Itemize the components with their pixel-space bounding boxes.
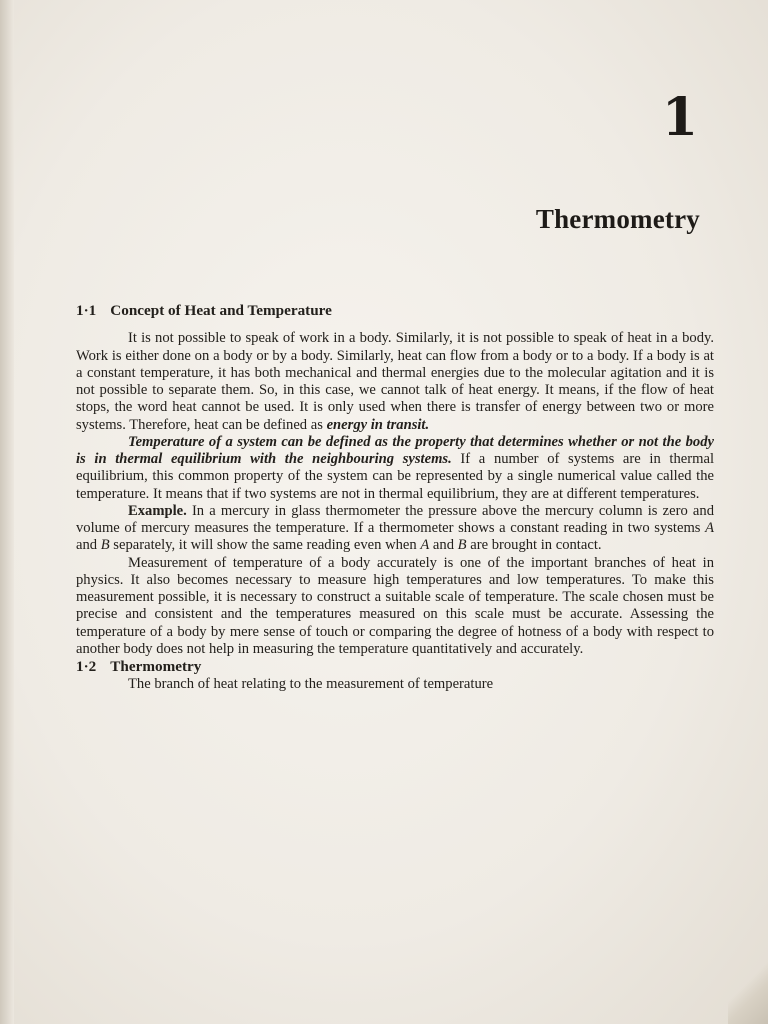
section-heading-1 [76,302,714,319]
section-number: 1·1 [76,302,97,319]
paragraph-text: Measurement of temperature of a body accurately is one of the important branches of heat in physics. It also becomes necessary to measure high temperatures and low temperatures. To make this measurement possible, it is necessary to construct a suitable scale of temperature. The scale chosen must be precise and consistent and the temperatures measured on this scale must be accurate. Assessing the temperature of a body by mere sense of touch or comparing the degree of hotness of a body with respect to another body does not help in measuring the temperature quantitatively and accurately. [76,554,714,657]
paragraph-text: and [76,537,101,554]
emphasis-text: energy in transit. [326,416,430,433]
chapter-title: Thermometry [535,204,700,234]
section-title: Concept of Heat and Temperature [110,302,332,319]
paragraph-text: separately, it will show the same reading even when [109,537,421,554]
chapter-number: 1 [661,87,698,148]
paragraph-text: In a mercury in glass thermometer the pressure above the mercury column is zero and volume of mercury measures the temperature. If a thermometer shows a constant reading in two systems [76,502,714,536]
page-edge [728,960,768,1024]
paragraph-text: It is not possible to speak of work in a body. Similarly, it is not possible to speak of heat in a body. Work is either done on a body or by a body. Similarly, heat can flow from a body or to a body. If a body is at a constant temperature, it has both mechanical and thermal energies due to the molecular agitation and it is not possible to separate them. So, in this case, we cannot talk of heat energy. It means, if the flow of heat stops, the word heat cannot be used. It is only used when there is transfer of energy between two or more systems. Therefore, heat can be defined as [76,330,714,433]
page-content [76,302,714,694]
paragraph-text: If a number of systems are in thermal equilibrium, this common property of the system can be represented by a single numerical value called the temperature. It means that if two systems are not in thermal equilibrium, they are at different temperatures. [76,451,714,502]
paragraph-example [76,503,714,555]
paragraph-text: and [429,537,458,554]
paragraph-heat-concept [76,330,714,434]
symbol-b: B [457,537,467,554]
definition-text: Temperature of a system can be defined as the property that determines whether or not the body is in thermal equilibrium with the neighbouring systems. [76,433,714,467]
example-label: Example. [128,502,187,519]
paragraph-thermometry [76,676,714,693]
paragraph-text: The branch of heat relating to the measurement of temperature [128,676,494,693]
section-title: Thermometry [110,658,202,675]
book-spine [0,0,14,1024]
symbol-b: B [100,537,110,554]
paragraph-temperature-definition [76,434,714,503]
section-number: 1·2 [76,658,97,675]
symbol-a: A [420,537,430,554]
symbol-a: A [705,520,714,536]
paragraph-measurement [76,555,714,659]
paragraph-text: are brought in contact. [466,537,602,554]
section-heading-2 [76,658,714,675]
